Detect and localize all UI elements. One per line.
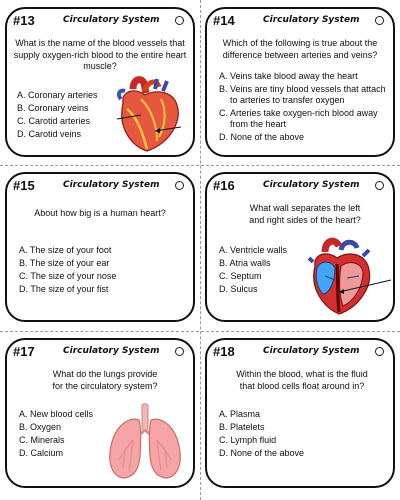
- card-number: #14: [213, 13, 235, 28]
- answer-options: [19, 408, 93, 460]
- task-card-18: [205, 338, 395, 488]
- hole-punch-icon: [175, 181, 184, 190]
- option-d: D. Calcium: [19, 448, 64, 458]
- option-b: B. Oxygen: [19, 422, 62, 432]
- hole-punch-icon: [175, 347, 184, 356]
- hole-punch-icon: [175, 16, 184, 25]
- card-topic: Circulatory System: [63, 15, 160, 25]
- lungs-icon: [103, 402, 187, 484]
- card-number: #17: [13, 344, 35, 359]
- card-question: What is the name of the blood vessels that supply oxygen-rich blood to the entire heart muscle?: [13, 38, 187, 71]
- option-a: A. Coronary arteries: [17, 90, 98, 100]
- option-c: C. The size of your nose: [19, 271, 117, 281]
- card-number: #15: [13, 178, 35, 193]
- answer-options: [17, 89, 98, 141]
- card-topic: Circulatory System: [63, 180, 160, 190]
- option-a: A. New blood cells: [19, 409, 94, 419]
- option-a: A. Veins take blood away the heart: [219, 71, 358, 81]
- heart-icon: [111, 75, 195, 157]
- option-a: A. Ventricle walls: [219, 245, 288, 255]
- option-c: C. Septum: [219, 271, 262, 281]
- card-topic: Circulatory System: [263, 346, 360, 356]
- option-d: D. None of the above: [219, 132, 305, 142]
- card-number: #16: [213, 178, 235, 193]
- card-question: Which of the following is true about the difference between arteries and veins?: [222, 38, 378, 60]
- card-question: Within the blood, what is the fluid that blood cells float around in?: [236, 369, 368, 391]
- answer-options: [219, 408, 304, 460]
- option-d: D. None of the above: [219, 448, 305, 458]
- hole-punch-icon: [375, 181, 384, 190]
- option-a: A. Plasma: [219, 409, 261, 419]
- option-d: D. Carotid veins: [17, 129, 82, 139]
- hole-punch-icon: [375, 16, 384, 25]
- task-card-17: [5, 338, 195, 488]
- card-number: #18: [213, 344, 235, 359]
- option-b: B. Veins are tiny blood vessels that attach to arteries to transfer oxygen: [219, 84, 386, 105]
- card-topic: Circulatory System: [263, 15, 360, 25]
- answer-options: [219, 244, 287, 296]
- card-topic: Circulatory System: [63, 346, 160, 356]
- task-card-15: [5, 172, 195, 322]
- option-c: C. Lymph fluid: [219, 435, 277, 445]
- option-c: C. Carotid arteries: [17, 116, 91, 126]
- option-c: C. Arteries take oxygen-rich blood away from the heart: [219, 108, 378, 129]
- answer-options: [219, 71, 387, 145]
- option-d: D. The size of your fist: [19, 284, 109, 294]
- card-question: What wall separates the left and right sides of the heart?: [249, 203, 361, 225]
- task-card-16: [205, 172, 395, 322]
- option-d: D. Sulcus: [219, 284, 258, 294]
- task-card-13: [5, 7, 195, 157]
- option-b: B. Platelets: [219, 422, 265, 432]
- option-b: B. The size of your ear: [19, 258, 110, 268]
- answer-options: [19, 244, 116, 296]
- card-question: What do the lungs provide for the circulatory system?: [52, 369, 158, 391]
- option-c: C. Minerals: [19, 435, 65, 445]
- option-b: B. Coronary veins: [17, 103, 89, 113]
- cut-line-vertical: [200, 0, 201, 500]
- hole-punch-icon: [375, 347, 384, 356]
- card-question: About how big is a human heart?: [34, 208, 166, 218]
- option-a: A. The size of your foot: [19, 245, 112, 255]
- task-card-14: [205, 7, 395, 157]
- option-b: B. Atria walls: [219, 258, 271, 268]
- card-number: #13: [13, 13, 35, 28]
- heart-cross-section-icon: [305, 236, 393, 320]
- card-topic: Circulatory System: [263, 180, 360, 190]
